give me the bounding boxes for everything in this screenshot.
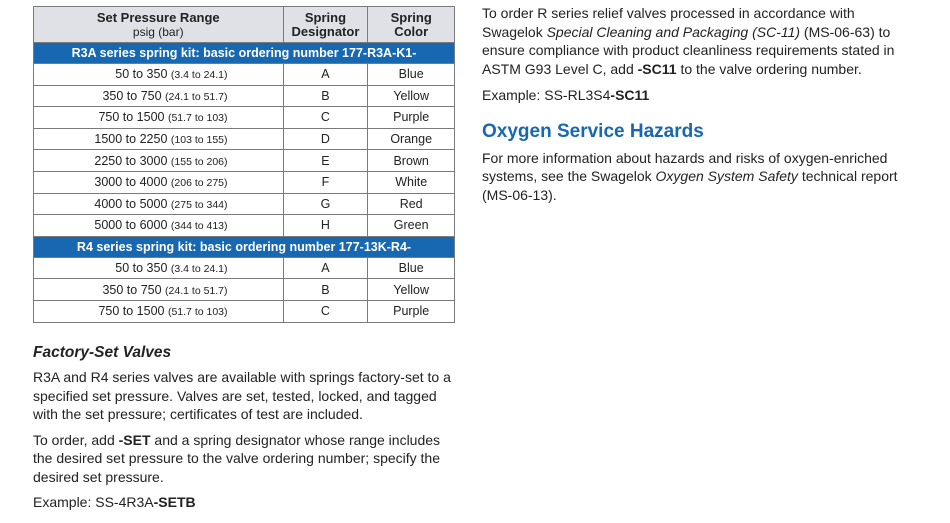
oxygen-text-1: For more information about hazards and risks of oxygen-enriched systems, see the Swagelok — [482, 149, 888, 184]
color-cell: Purple — [368, 107, 455, 129]
cleaning-suffix: -SC11 — [637, 60, 677, 77]
oxygen-heading: Oxygen Service Hazards — [482, 120, 704, 142]
pressure-range-cell — [34, 150, 284, 172]
color-cell: Orange — [368, 128, 455, 150]
bar-range: (344 to 413) — [170, 220, 228, 233]
bar-range: (206 to 275) — [170, 177, 228, 190]
table-row — [34, 85, 455, 107]
cleaning-paragraph — [482, 4, 912, 78]
bar-range: (24.1 to 51.7) — [165, 90, 228, 103]
designator-cell: A — [283, 257, 368, 279]
pressure-range-cell — [34, 215, 284, 237]
spring-kit-table — [33, 6, 455, 323]
header-spring-color — [368, 7, 455, 43]
cleaning-example — [482, 86, 912, 105]
kit-title: R4 series spring kit: basic ordering number 177-13K-R4- — [34, 236, 455, 257]
bar-range: (275 to 344) — [170, 198, 228, 211]
table-row — [34, 257, 455, 279]
pressure-range-cell — [34, 193, 284, 215]
pressure-range-cell — [34, 171, 284, 193]
psig-range: 1500 to 2250 — [94, 132, 168, 147]
color-cell: White — [368, 171, 455, 193]
cleaning-text-3: to the valve ordering number. — [676, 60, 862, 77]
factory-set-order-paragraph — [33, 431, 455, 487]
designator-cell: H — [283, 215, 368, 237]
spring-table-section — [33, 6, 455, 323]
psig-range: 350 to 750 — [102, 282, 162, 297]
bar-range: (3.4 to 24.1) — [170, 263, 228, 276]
psig-range: 350 to 750 — [102, 88, 162, 103]
designator-cell: B — [283, 279, 368, 301]
designator-cell: B — [283, 85, 368, 107]
header-set-pressure-range — [34, 7, 284, 43]
pressure-range-cell — [34, 128, 284, 150]
bar-range: (155 to 206) — [170, 155, 228, 168]
header-spring-designator — [283, 7, 368, 43]
designator-cell: F — [283, 171, 368, 193]
oxygen-text-2: technical report (MS-06-13). — [482, 168, 898, 203]
color-cell: Blue — [368, 257, 455, 279]
color-cell: Yellow — [368, 279, 455, 301]
psig-range: 4000 to 5000 — [94, 196, 168, 211]
factory-set-example — [33, 493, 455, 512]
cleaning-text-1: To order R series relief valves processed in accordance with Swagelok — [482, 5, 855, 40]
designator-cell: C — [283, 107, 368, 129]
cleaning-example-suffix: -SC11 — [610, 87, 650, 103]
bar-range: (51.7 to 103) — [167, 306, 228, 319]
kit-title-row — [34, 43, 455, 64]
table-header-row — [34, 7, 455, 43]
example-prefix: Example: SS-4R3A — [33, 494, 154, 510]
right-column — [482, 4, 912, 204]
designator-cell: G — [283, 193, 368, 215]
header-designator-line2: Designator — [291, 23, 360, 39]
designator-cell: A — [283, 64, 368, 86]
table-row — [34, 64, 455, 86]
pressure-range-cell — [34, 85, 284, 107]
order-text-2: and a spring designator whose range includes the desired set pressure to the valve ordering number; specify the desired set pressure. — [33, 431, 441, 485]
pressure-range-cell — [34, 64, 284, 86]
order-suffix-set: -SET — [118, 431, 151, 448]
pressure-range-cell — [34, 279, 284, 301]
color-cell: Blue — [368, 64, 455, 86]
header-range-unit: psig (bar) — [132, 24, 184, 39]
designator-cell: D — [283, 128, 368, 150]
psig-range: 50 to 350 — [115, 67, 168, 82]
table-row — [34, 107, 455, 129]
table-row — [34, 215, 455, 237]
factory-set-valves-section — [33, 344, 455, 512]
cleaning-doc-title: Special Cleaning and Packaging (SC-11) — [546, 23, 801, 40]
header-color-line1: Spring — [390, 9, 432, 25]
table-row — [34, 150, 455, 172]
pressure-range-cell — [34, 300, 284, 322]
table-row — [34, 279, 455, 301]
color-cell: Purple — [368, 300, 455, 322]
color-cell: Brown — [368, 150, 455, 172]
cleaning-example-prefix: Example: SS-RL3S4 — [482, 87, 611, 103]
kit-title-row — [34, 236, 455, 257]
psig-range: 5000 to 6000 — [94, 218, 168, 233]
header-color-line2: Color — [394, 23, 429, 39]
bar-range: (103 to 155) — [170, 134, 228, 147]
psig-range: 50 to 350 — [115, 261, 168, 276]
psig-range: 750 to 1500 — [98, 110, 165, 125]
bar-range: (51.7 to 103) — [167, 112, 228, 125]
kit-title: R3A series spring kit: basic ordering number 177-R3A-K1- — [34, 43, 455, 64]
designator-cell: C — [283, 300, 368, 322]
example-suffix: -SETB — [153, 494, 196, 510]
color-cell: Green — [368, 215, 455, 237]
color-cell: Red — [368, 193, 455, 215]
table-row — [34, 171, 455, 193]
order-text-1: To order, add — [33, 431, 119, 448]
color-cell: Yellow — [368, 85, 455, 107]
table-row — [34, 300, 455, 322]
bar-range: (24.1 to 51.7) — [165, 284, 228, 297]
pressure-range-cell — [34, 257, 284, 279]
designator-cell: E — [283, 150, 368, 172]
psig-range: 3000 to 4000 — [94, 175, 168, 190]
cleaning-text-2: (MS-06-63) to ensure compliance with product cleanliness requirements stated in ASTM G93 Level C, add — [482, 23, 895, 77]
table-row — [34, 193, 455, 215]
psig-range: 750 to 1500 — [98, 304, 165, 319]
header-designator-line1: Spring — [304, 9, 347, 25]
header-range-label: Set Pressure Range — [96, 9, 220, 25]
table-row — [34, 128, 455, 150]
oxygen-doc-title: Oxygen System Safety — [655, 168, 798, 184]
psig-range: 2250 to 3000 — [94, 153, 168, 168]
oxygen-paragraph — [482, 149, 912, 205]
pressure-range-cell — [34, 107, 284, 129]
factory-set-paragraph: R3A and R4 series valves are available with springs factory-set to a specified set pressure. Valves are set, tested, locked, and tagged with the set pressure; certificates of test are included. — [33, 369, 451, 422]
factory-set-heading: Factory-Set Valves — [33, 344, 172, 361]
bar-range: (3.4 to 24.1) — [170, 69, 228, 82]
